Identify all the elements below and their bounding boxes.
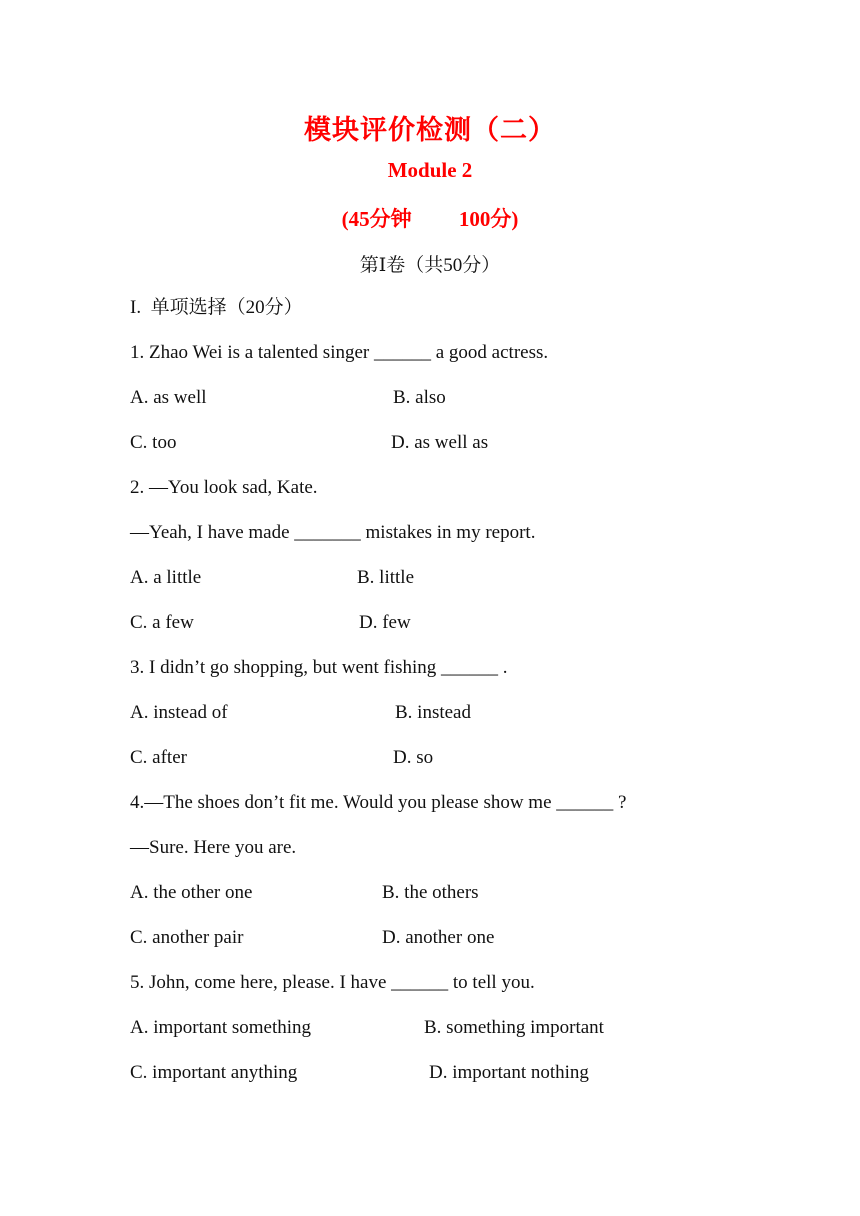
question-4-stem: 4.—The shoes don’t fit me. Would you please show me ______ ? bbox=[130, 792, 627, 813]
question-1-option-d: D. as well as bbox=[391, 432, 489, 453]
question-2-stem: 2. —You look sad, Kate. bbox=[130, 477, 318, 498]
question-4-option-a: A. the other one bbox=[130, 882, 253, 903]
question-5-option-d: D. important nothing bbox=[429, 1062, 589, 1083]
question-3-option-d: D. so bbox=[393, 747, 434, 768]
question-4-stem-reply: —Sure. Here you are. bbox=[130, 837, 297, 858]
question-5-option-c: C. important anything bbox=[130, 1062, 298, 1083]
section-heading: I. 单项选择（20分） bbox=[130, 297, 303, 318]
question-2-option-a: A. a little bbox=[130, 567, 202, 588]
question-5-option-a: A. important something bbox=[130, 1017, 312, 1038]
question-3-option-b: B. instead bbox=[395, 702, 471, 723]
question-1-stem: 1. Zhao Wei is a talented singer ______ a good actress. bbox=[130, 342, 549, 363]
question-4-option-c: C. another pair bbox=[130, 927, 244, 948]
question-2-option-b: B. little bbox=[357, 567, 414, 588]
question-2-stem-reply: —Yeah, I have made _______ mistakes in my report. bbox=[130, 522, 536, 543]
exam-score: 100分) bbox=[458, 207, 519, 231]
question-1-option-c: C. too bbox=[130, 432, 177, 453]
question-4-option-b: B. the others bbox=[382, 882, 479, 903]
document-title: 模块评价检测（二） bbox=[304, 115, 556, 145]
module-subtitle: Module 2 bbox=[387, 158, 473, 182]
question-3-option-c: C. after bbox=[130, 747, 187, 768]
question-5-stem: 5. John, come here, please. I have ______ to tell you. bbox=[130, 972, 535, 993]
question-4-option-d: D. another one bbox=[382, 927, 495, 948]
exam-time: (45分钟 bbox=[341, 207, 412, 231]
question-5-option-b: B. something important bbox=[424, 1017, 604, 1038]
question-2-option-c: C. a few bbox=[130, 612, 194, 633]
question-1-option-a: A. as well bbox=[130, 387, 207, 408]
time-score-line bbox=[0, 203, 860, 233]
question-3-option-a: A. instead of bbox=[130, 702, 228, 723]
question-3-stem: 3. I didn’t go shopping, but went fishing ______ . bbox=[130, 657, 508, 678]
question-1-option-b: B. also bbox=[393, 387, 446, 408]
part-heading: 第Ⅰ卷（共50分） bbox=[359, 255, 501, 276]
question-2-option-d: D. few bbox=[359, 612, 411, 633]
